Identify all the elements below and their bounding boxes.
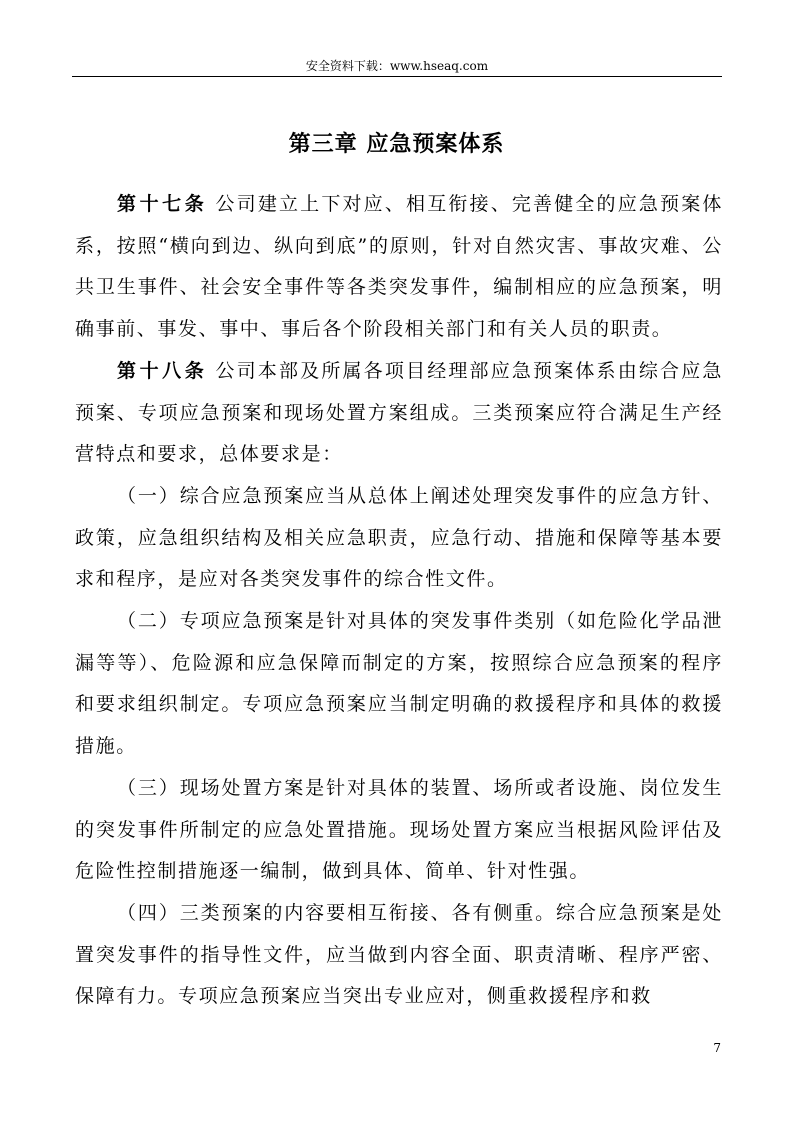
paragraph-text: （二）专项应急预案是针对具体的突发事件类别（如危险化学品泄漏等等）、危险源和应急保障而制定的方案，按照综合应急预案的程序和要求组织制定。专项应急预案应当制定明确的救援程序和具体的救援措施。: [75, 610, 723, 758]
paragraph-text: （三）现场处置方案是针对具体的装置、场所或者设施、岗位发生的突发事件所制定的应急处置措施。现场处置方案应当根据风险评估及危险性控制措施逐一编制，做到具体、简单、针对性强。: [75, 776, 723, 883]
paragraph-text: （一）综合应急预案应当从总体上阐述处理突发事件的应急方针、政策，应急组织结构及相关应急职责，应急行动、措施和保障等基本要求和程序，是应对各类突发事件的综合性文件。: [75, 484, 723, 591]
page-header: 安全资料下载：www.hseaq.com: [72, 56, 722, 77]
clause-1-paragraph: [75, 476, 723, 601]
chapter-title: 第三章 应急预案体系: [288, 131, 505, 157]
clause-3-paragraph: [75, 768, 723, 893]
article-number: 第十七条: [117, 193, 208, 215]
page-number: 7: [713, 1041, 721, 1055]
article-number: 第十八条: [117, 359, 208, 382]
paragraph-text: （四）三类预案的内容要相互衔接、各有侧重。综合应急预案是处置突发事件的指导性文件，应当做到内容全面、职责清晰、程序严密、保障有力。专项应急预案应当突出专业应对，侧重救援程序和救: [75, 901, 723, 1008]
article-18-paragraph: [75, 351, 723, 476]
clause-2-paragraph: [75, 601, 723, 768]
document-body: [75, 184, 723, 1018]
paragraph-text: 公司本部及所属各项目经理部应急预案体系由综合应急预案、专项应急预案和现场处置方案组成。三类预案应符合满足生产经营特点和要求，总体要求是：: [75, 359, 723, 466]
paragraph-text: 公司建立上下对应、相互衔接、完善健全的应急预案体系，按照“横向到边、纵向到底”的原则，针对自然灾害、事故灾难、公共卫生事件、社会安全事件等各类突发事件，编制相应的应急预案，明确事前、事发、事中、事后各个阶段相关部门和有关人员的职责。: [75, 193, 723, 341]
clause-4-paragraph: [75, 893, 723, 1018]
article-17-paragraph: [75, 184, 723, 351]
